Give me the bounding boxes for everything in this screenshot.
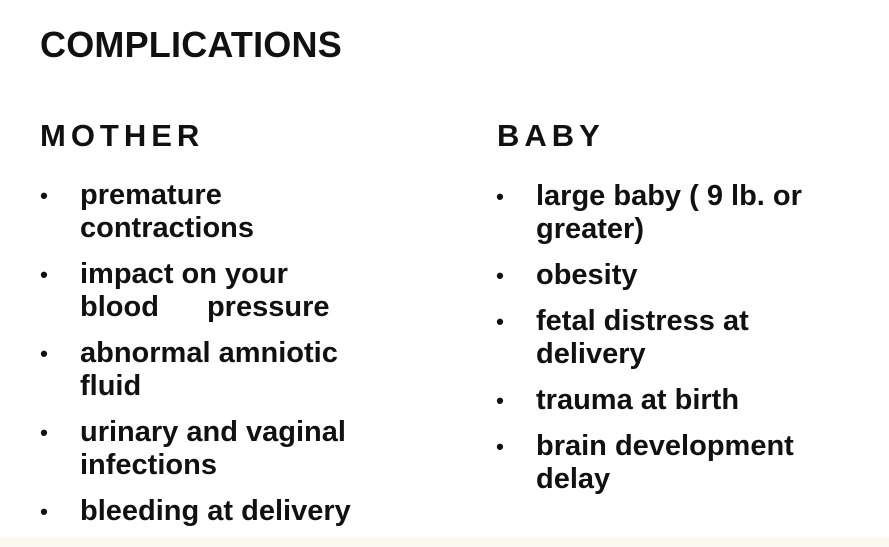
list-item [494,430,859,496]
mother-heading: MOTHER [40,118,205,153]
list-item [494,305,859,371]
baby-complications-list [494,180,859,509]
page-title: COMPLICATIONS [40,24,342,65]
baby-heading: BABY [497,118,605,153]
list-item-line: large baby ( 9 lb. or [536,180,802,212]
bullet-icon: • [496,184,504,209]
list-item-line: delivery [536,338,646,370]
list-item [38,258,418,324]
list-item-line: blood pressure [80,291,330,323]
list-item [494,259,859,292]
list-item-line: abnormal amniotic [80,337,338,369]
bullet-icon: • [40,341,48,366]
list-item [38,495,418,528]
bullet-icon: • [496,309,504,334]
list-item [38,337,418,403]
list-item-line: delay [536,463,611,495]
list-item-line: urinary and vaginal [80,416,346,448]
bullet-icon: • [496,263,504,288]
mother-complications-list [38,179,418,541]
list-item-line: greater) [536,213,644,245]
list-item [38,179,418,245]
list-item-line: infections [80,449,217,481]
list-item-line: fetal distress at [536,305,749,337]
list-item-line: trauma at birth [536,384,740,416]
list-item [38,416,418,482]
list-item [494,180,859,246]
bullet-icon: • [40,183,48,208]
list-item-line: premature [80,179,222,211]
bullet-icon: • [40,420,48,445]
bottom-strip [0,537,889,547]
bullet-icon: • [40,499,48,524]
list-item-line: bleeding at delivery [80,495,351,527]
list-item-line: contractions [80,212,255,244]
bullet-icon: • [496,434,504,459]
list-item-line: obesity [536,259,638,291]
bullet-icon: • [40,262,48,287]
bullet-icon: • [496,388,504,413]
list-item-line: fluid [80,370,142,402]
list-item-line: impact on your [80,258,288,290]
list-item [494,384,859,417]
list-item-line: brain development [536,430,794,462]
